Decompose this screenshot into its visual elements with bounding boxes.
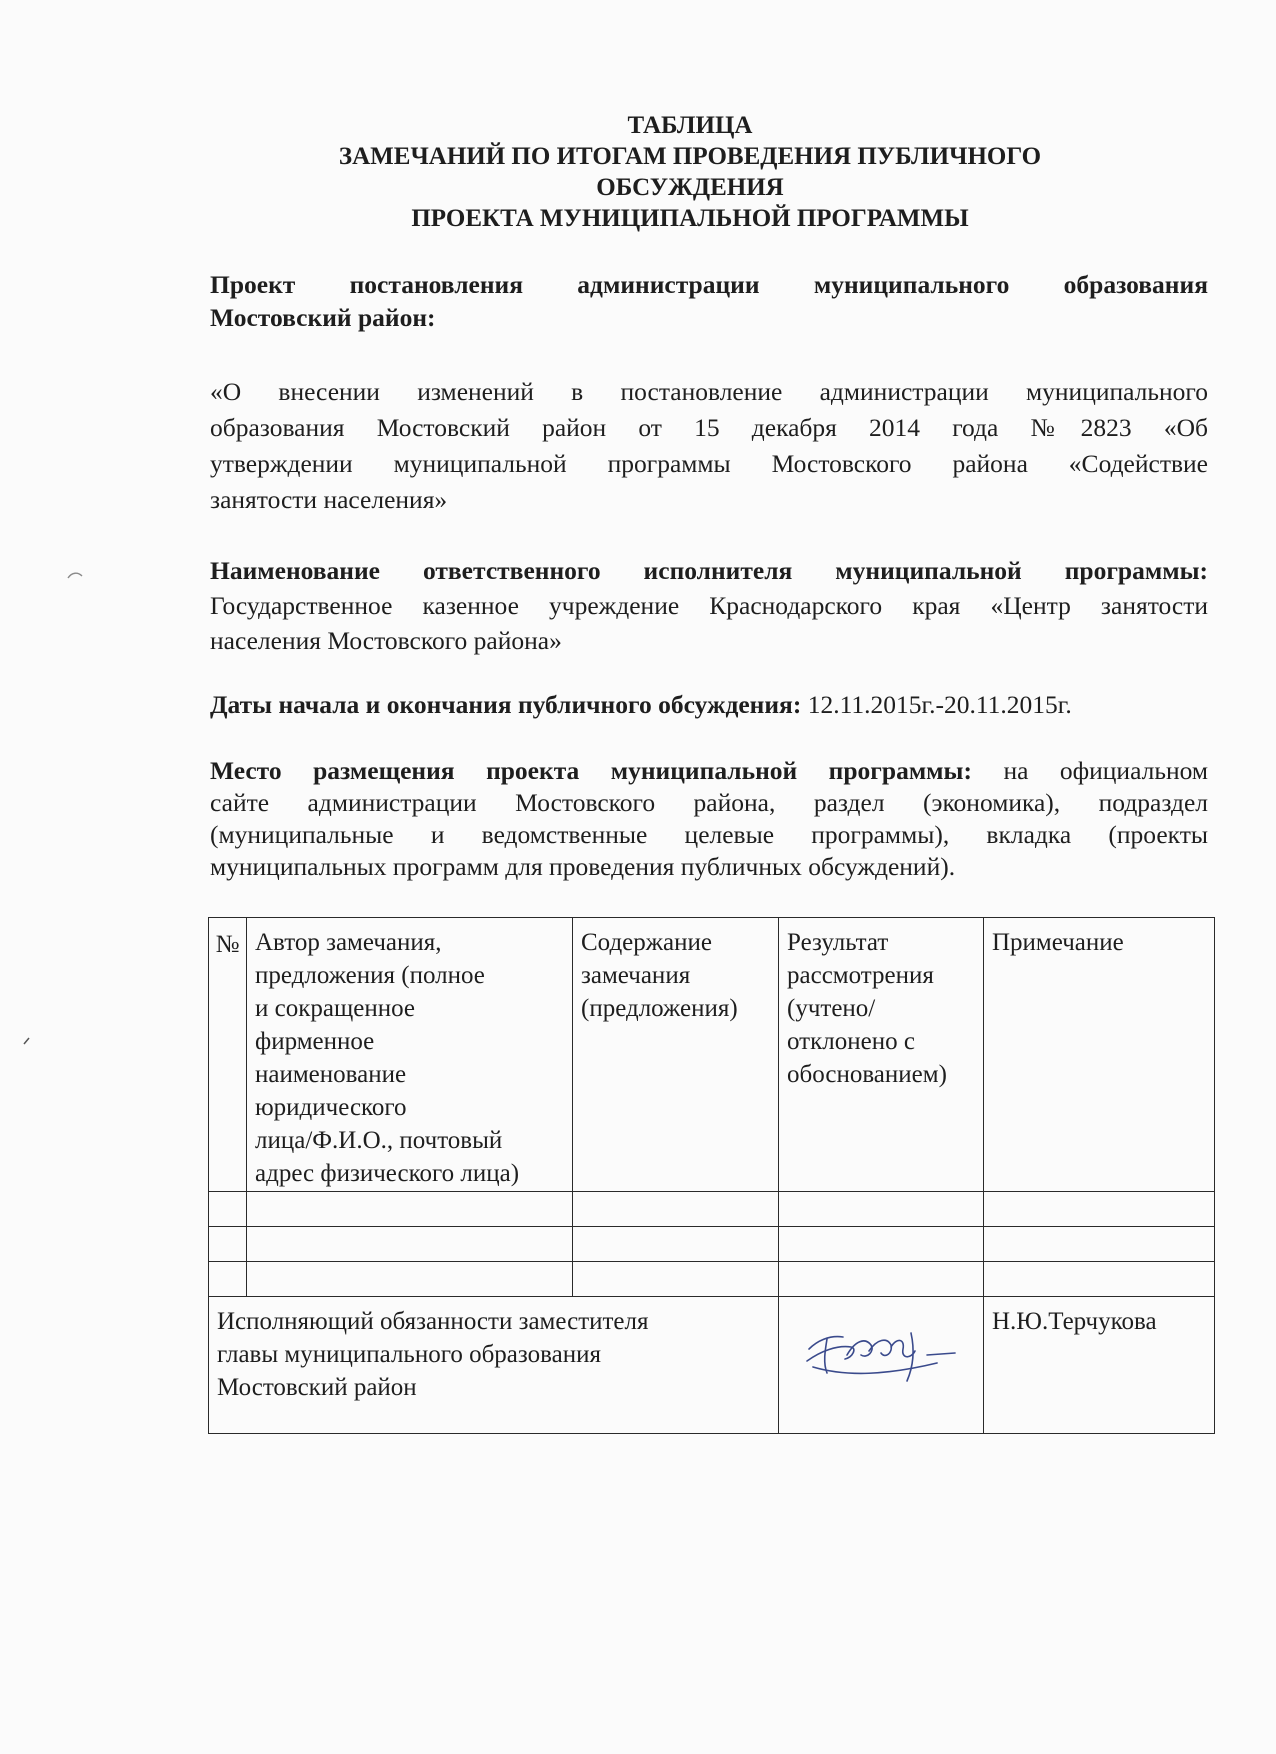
- placement-text-line-3: муниципальных программ для проведения публичных обсуждений).: [210, 852, 956, 881]
- signer-name: Н.Ю.Терчукова: [992, 1307, 1157, 1335]
- executor-text-line-2: населения Мостовского района»: [210, 626, 562, 655]
- dates-block: [210, 688, 1208, 721]
- executor-block: [210, 553, 1208, 658]
- title-line-3: ОБСУЖДЕНИЯ: [596, 174, 784, 201]
- title-line-1: ТАБЛИЦА: [627, 112, 753, 139]
- signature-row: [209, 1296, 1215, 1433]
- header-content: Содержание замечания (предложения): [573, 918, 779, 1192]
- placement-first-rest: на официальном: [1003, 756, 1209, 785]
- project-label-line-1: Проект постановления администрации муниципального образования: [210, 270, 1208, 299]
- executor-label: Наименование ответственного исполнителя муниципальной программы:: [210, 556, 1208, 585]
- project-text-line-3: утверждении муниципальной программы Мостовского района «Содействие: [210, 449, 1208, 478]
- placement-block: [210, 755, 1208, 883]
- header-note: Примечание: [984, 918, 1215, 1192]
- executor-text-line-1: Государственное казенное учреждение Краснодарского края «Центр занятости: [210, 591, 1208, 620]
- placement-text-line-2: (муниципальные и ведомственные целевые программы), вкладка (проекты: [210, 820, 1208, 849]
- table-row: [209, 1261, 1215, 1296]
- comments-table: [208, 917, 1215, 1434]
- table-row: [209, 1226, 1215, 1261]
- placement-text-line-1: сайте администрации Мостовского района, раздел (экономика), подраздел: [210, 788, 1208, 817]
- project-text-line-4: занятости населения»: [210, 485, 448, 514]
- signature-cell: [779, 1296, 984, 1433]
- document-title: [240, 110, 1140, 234]
- project-label: [210, 268, 1208, 334]
- project-text: [210, 374, 1208, 518]
- signer-name-cell: [984, 1296, 1215, 1433]
- table-header-row: [209, 918, 1215, 1192]
- handwritten-signature: [787, 1311, 977, 1391]
- title-line-2: ЗАМЕЧАНИЙ ПО ИТОГАМ ПРОВЕДЕНИЯ ПУБЛИЧНОГО: [338, 143, 1042, 170]
- signer-position: Исполняющий обязанности заместителя главы муниципального образования Мостовский район: [209, 1296, 779, 1433]
- project-text-line-1: «О внесении изменений в постановление администрации муниципального: [210, 377, 1208, 406]
- scan-speck-mark: [66, 570, 86, 582]
- placement-label: Место размещения проекта муниципальной программы:: [210, 756, 972, 785]
- dates-label: Даты начала и окончания публичного обсуждения:: [210, 690, 802, 719]
- scan-speck-mark: [22, 1036, 32, 1046]
- header-result: Результат рассмотрения (учтено/ отклонено с обоснованием): [779, 918, 984, 1192]
- project-text-line-2: образования Мостовский район от 15 декабря 2014 года №2823 «Об: [210, 413, 1208, 442]
- dates-value: 12.11.2015г.-20.11.2015г.: [807, 690, 1072, 719]
- title-line-4: ПРОЕКТА МУНИЦИПАЛЬНОЙ ПРОГРАММЫ: [411, 205, 969, 232]
- table-row: [209, 1191, 1215, 1226]
- header-author: Автор замечания, предложения (полное и сокращенное фирменное наименование юридического лица/Ф.И.О., почтовый адрес физического лица): [247, 918, 573, 1192]
- header-number: №: [209, 918, 247, 1192]
- project-label-line-2: Мостовский район:: [210, 303, 436, 332]
